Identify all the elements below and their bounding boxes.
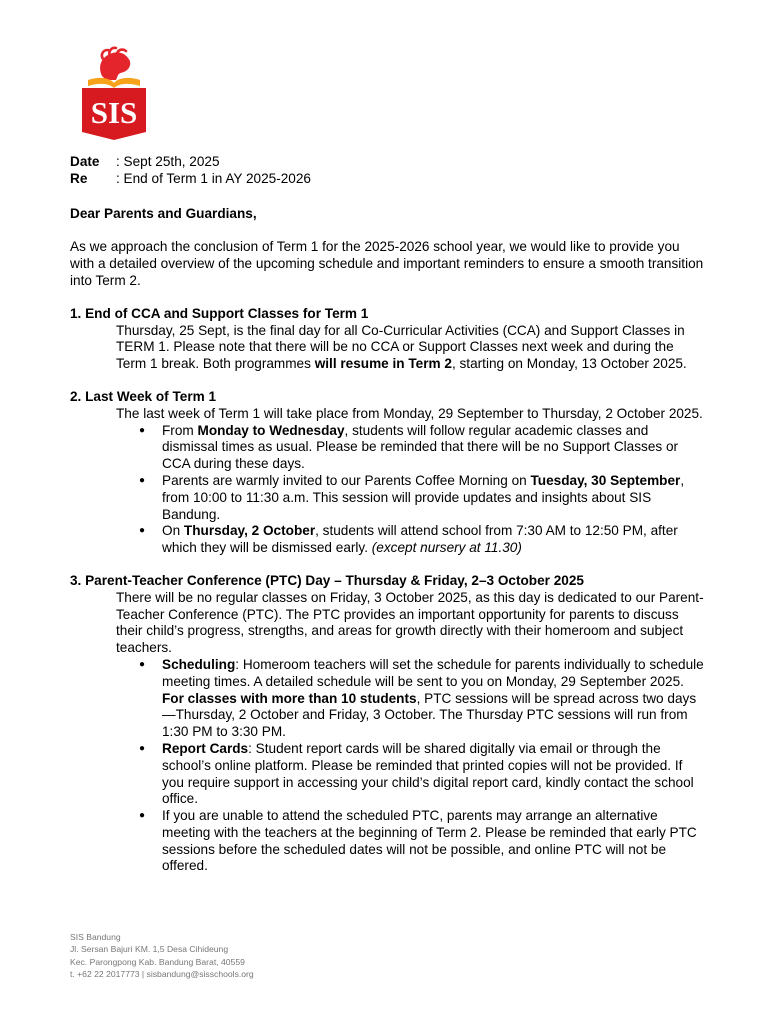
intro-paragraph: As we approach the conclusion of Term 1 for the 2025-2026 school year, we would like to provide you with a detailed overview of the upcoming schedule and important reminders to ensure a smooth transition into Term 2. xyxy=(70,239,704,288)
list-item: ● Report Cards: Student report cards will be shared digitally via email or through the school’s online platform. Please be reminded that printed copies will not be provided. If you require support in accessing your child’s digital report card, kindly contact the school office. xyxy=(162,741,706,808)
logo-text: SIS xyxy=(90,95,138,130)
bullet-list xyxy=(70,423,706,557)
re-row xyxy=(70,171,706,188)
date-value: : Sept 25th, 2025 xyxy=(116,154,220,169)
list-item: ● If you are unable to attend the scheduled PTC, parents may arrange an alternative meeting with the teachers at the beginning of Term 2. Please be reminded that early PTC sessions before the scheduled dates will not be possible, and online PTC will not be offered. xyxy=(162,808,706,875)
date-row xyxy=(70,154,706,171)
footer-line: Kec. Parongpong Kab. Bandung Barat, 40559 xyxy=(70,956,245,967)
salutation: Dear Parents and Guardians, xyxy=(70,205,257,221)
footer-line: t. +62 22 2017773 | sisbandung@sisschools.org xyxy=(70,969,254,980)
sis-logo xyxy=(80,46,148,140)
bullet-list xyxy=(70,657,706,875)
footer-line: Jl. Sersan Bajuri KM. 1,5 Desa Cihideung xyxy=(70,944,229,955)
section-title: 3. Parent-Teacher Conference (PTC) Day – Thursday & Friday, 2–3 October 2025 xyxy=(70,572,584,588)
letter-body xyxy=(70,154,706,875)
list-item: ● Scheduling: Homeroom teachers will set the schedule for parents individually to schedule meeting times. A detailed schedule will be sent to you on Monday, 29 September 2025. For classes with more than 10 students, PTC sessions will be spread across two days—Thursday, 2 October and Friday, 3 October. The Thursday PTC sessions will run from 1:30 PM to 3:30 PM. xyxy=(162,657,706,741)
section-last-week xyxy=(70,389,706,557)
section-paragraph: There will be no regular classes on Friday, 3 October 2025, as this day is dedicated to our Parent-Teacher Conference (PTC). The PTC provides an important opportunity for parents to discuss their child’s progress, strengths, and areas for growth directly with their homeroom and subject teachers. xyxy=(116,589,704,656)
section-cca xyxy=(70,306,706,373)
list-item: ● On Thursday, 2 October, students will attend school from 7:30 AM to 12:50 PM, after which they will be dismissed early. (except nursery at 11.30) xyxy=(162,523,706,557)
re-value: : End of Term 1 in AY 2025-2026 xyxy=(116,170,311,186)
date-label: Date xyxy=(70,154,100,169)
footer-line: SIS Bandung xyxy=(70,932,121,942)
section-paragraph: Thursday, 25 Sept, is the final day for all Co-Curricular Activities (CCA) and Support Classes in TERM 1. Please note that there will be no CCA or Support Classes next week and during the Term 1 break. Both programmes will resume in Term 2, starting on Monday, 13 October 2025. xyxy=(116,322,687,372)
section-paragraph: The last week of Term 1 will take place from Monday, 29 September to Thursday, 2 October 2025. xyxy=(116,405,703,421)
section-title: 2. Last Week of Term 1 xyxy=(70,388,217,404)
section-title: 1. End of CCA and Support Classes for Term 1 xyxy=(70,305,369,321)
list-item: ● From Monday to Wednesday, students will follow regular academic classes and dismissal times as usual. Please be reminded that there will be no Support Classes or CCA during these days. xyxy=(162,423,706,473)
list-item: ● Parents are warmly invited to our Parents Coffee Morning on Tuesday, 30 September, from 10:00 to 11:30 a.m. This session will provide updates and insights about SIS Bandung. xyxy=(162,473,706,523)
section-ptc xyxy=(70,573,706,875)
footer-address xyxy=(70,931,254,981)
re-label: Re xyxy=(70,170,88,186)
